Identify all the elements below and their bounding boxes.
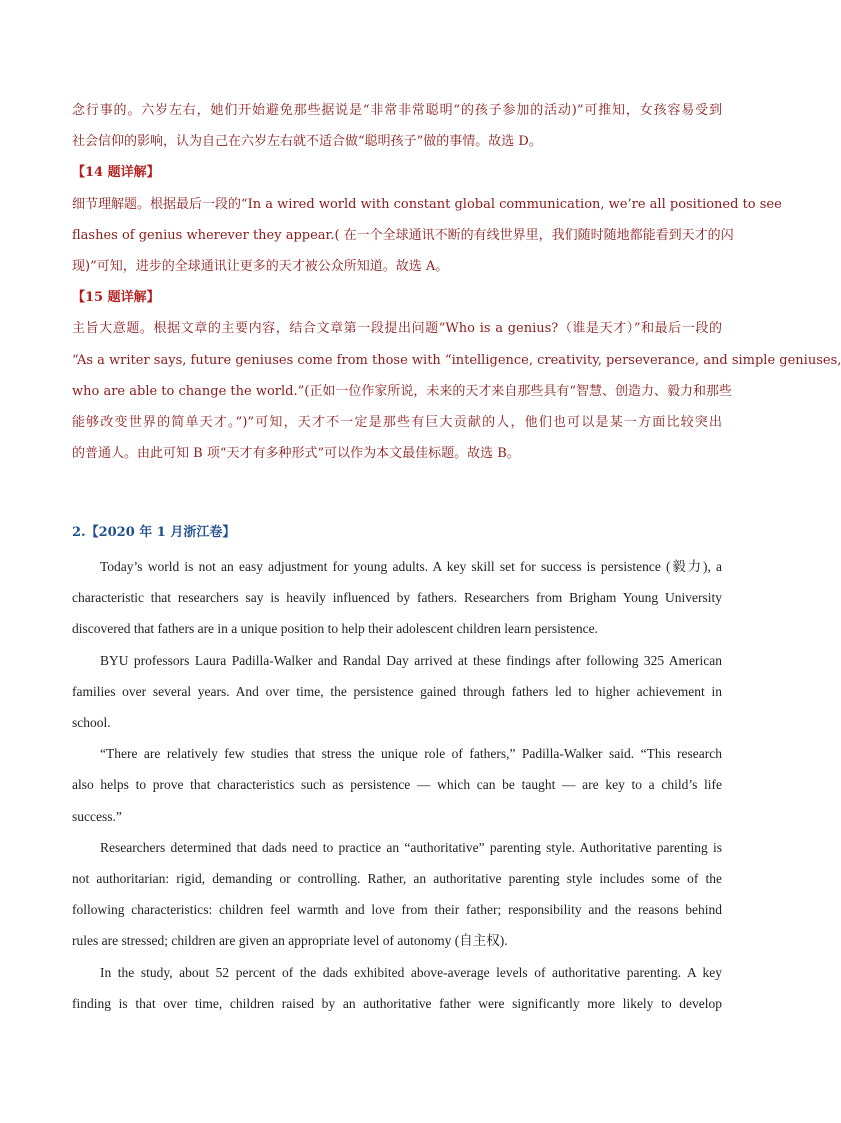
- q14-explanation-line: flashes of genius wherever they appear.( 在一个全球通讯不断的有线世界里，我们随时随地都能看到天才的闪: [72, 228, 734, 243]
- passage-line: families over several years. And over time, the persistence gained through fathers led to higher achievement in: [72, 684, 722, 699]
- passage-heading: 2.【2020 年 1 月浙江卷】: [72, 525, 236, 540]
- q15-explanation-line: 的普通人。由此可知 B 项“天才有多种形式”可以作为本文最佳标题。故选 B。: [72, 446, 520, 461]
- q15-explanation-line: who are able to change the world.”(正如一位作家所说，未来的天才来自那些具有“智慧、创造力、毅力和那些: [72, 384, 732, 399]
- q14-explanation-line: 现)”可知，进步的全球通讯让更多的天才被公众所知道。故选 A。: [72, 259, 449, 274]
- q15-label: 【15 题详解】: [72, 290, 160, 305]
- passage-line: Today’s world is not an easy adjustment for young adults. A key skill set for success is persistence (毅力), a: [100, 559, 722, 574]
- passage-line: characteristic that researchers say is heavily influenced by fathers. Researchers from Brigham Young University: [72, 590, 722, 605]
- passage-line: success.”: [72, 809, 122, 824]
- q14-explanation-line: 细节理解题。根据最后一段的“In a wired world with constant global communication, we’re all positioned to see: [72, 197, 782, 212]
- passage-line: also helps to prove that characteristics such as persistence — which can be taught — are key to a child’s life: [72, 777, 722, 792]
- passage-line: BYU professors Laura Padilla-Walker and Randal Day arrived at these findings after following 325 American: [100, 653, 722, 668]
- passage-line: rules are stressed; children are given an appropriate level of autonomy (自主权).: [72, 933, 508, 948]
- q15-explanation-line: 能够改变世界的简单天才。”)”可知，天才不一定是那些有巨大贡献的人，他们也可以是某一方面比较突出: [72, 415, 722, 430]
- q13-explanation-line: 社会信仰的影响，认为自己在六岁左右就不适合做“聪明孩子”做的事情。故选 D。: [72, 134, 542, 149]
- passage-line: discovered that fathers are in a unique position to help their adolescent children learn persistence.: [72, 621, 598, 636]
- q14-label: 【14 题详解】: [72, 165, 160, 180]
- passage-line: Researchers determined that dads need to practice an “authoritative” parenting style. Authoritative parenting is: [100, 840, 722, 855]
- passage-line: In the study, about 52 percent of the dads exhibited above-average levels of authoritative parenting. A key: [100, 965, 722, 980]
- q13-explanation-line: 念行事的。六岁左右，她们开始避免那些据说是“非常非常聪明”的孩子参加的活动)”可推知，女孩容易受到: [72, 103, 722, 118]
- passage-line: finding is that over time, children raised by an authoritative father were significantly more likely to develop: [72, 996, 722, 1011]
- passage-line: school.: [72, 715, 111, 730]
- q15-explanation-line: “As a writer says, future geniuses come from those with “intelligence, creativity, perseverance, and simple geniuses,: [72, 353, 841, 368]
- passage-line: following characteristics: children feel warmth and love from their father; responsibility and the reasons behind: [72, 902, 722, 917]
- passage-line: “There are relatively few studies that stress the unique role of fathers,” Padilla-Walker said. “This research: [100, 746, 722, 761]
- passage-line: not authoritarian: rigid, demanding or controlling. Rather, an authoritative parenting style includes some of the: [72, 871, 722, 886]
- q15-explanation-line: 主旨大意题。根据文章的主要内容，结合文章第一段提出问题“Who is a genius?（谁是天才）”和最后一段的: [72, 321, 722, 336]
